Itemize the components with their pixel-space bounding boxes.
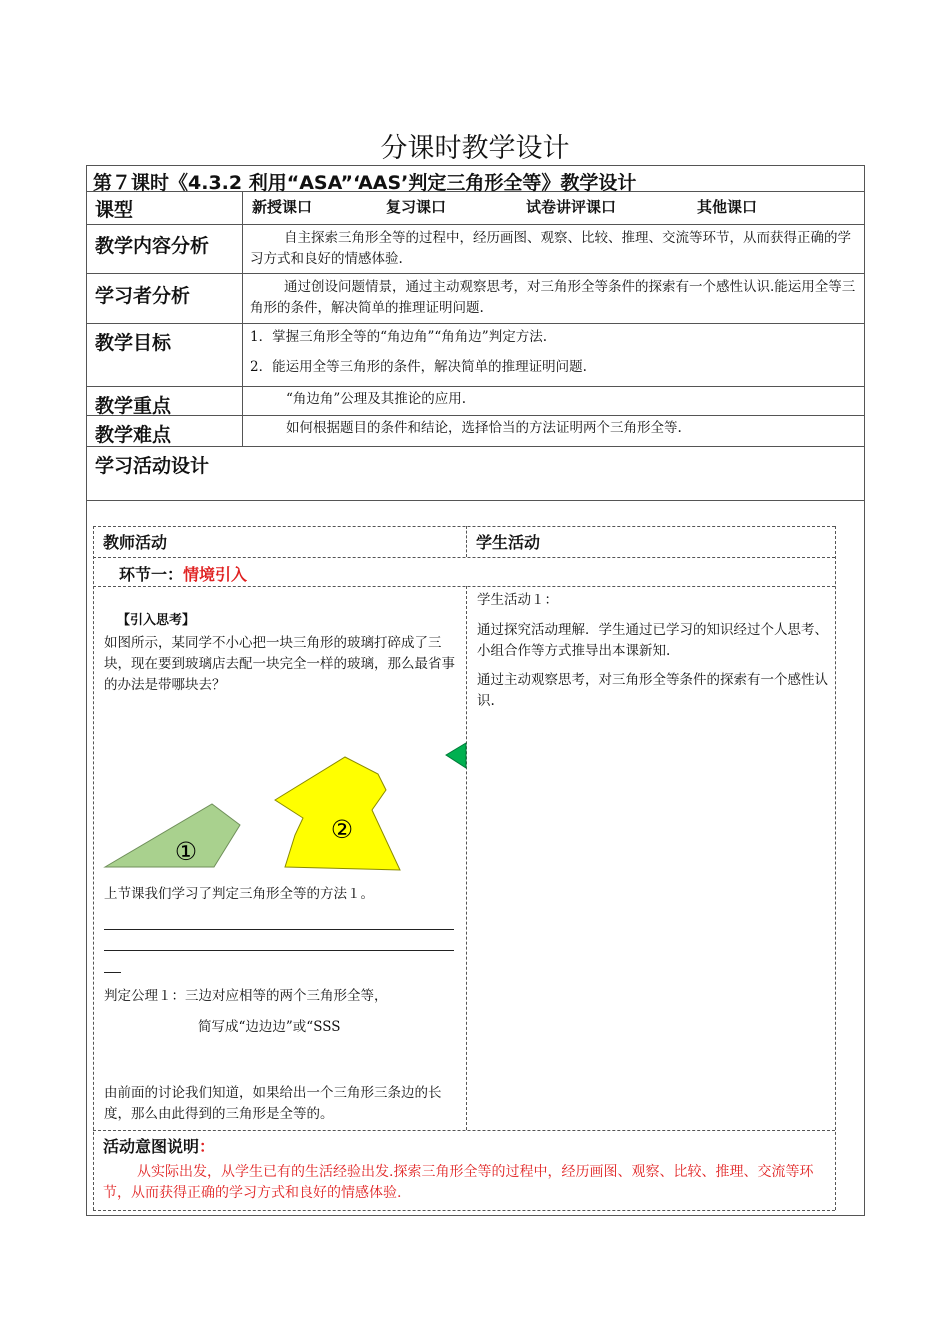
teacher-activity-header: 教师活动 bbox=[103, 533, 168, 552]
row-label-learner: 学习者分析 bbox=[95, 285, 191, 307]
piece-1-label: ① bbox=[174, 837, 198, 866]
option-other-lesson: 其他课口 bbox=[697, 198, 758, 216]
axiom-text: 判定公理１：三边对应相等的两个三角形全等， bbox=[104, 988, 388, 1004]
student-activity-paragraph-2: 通过主动观察思考，对三角形全等条件的探索有一个感性认识. bbox=[477, 672, 828, 709]
page-title: 分课时教学设计 bbox=[380, 133, 570, 164]
conclusion-text: 由前面的讨论我们知道，如果给出一个三角形三条边的长度，那么由此得到的三角形是全等的。 bbox=[104, 1085, 442, 1122]
glass-piece-1 bbox=[105, 804, 240, 867]
goal-item-2: 2．能运用全等三角形的条件，解决简单的推理证明问题. bbox=[250, 359, 587, 375]
row-label-content: 教学内容分析 bbox=[95, 235, 210, 257]
difficulties-text: 如何根据题目的条件和结论，选择恰当的方法证明两个三角形全等. bbox=[286, 420, 682, 436]
row-label-key-points: 教学重点 bbox=[95, 395, 172, 417]
intent-heading bbox=[103, 1134, 215, 1157]
broken-glass-figure bbox=[100, 740, 470, 875]
piece-2-label: ② bbox=[330, 815, 354, 844]
option-paper-review-lesson: 试卷讲评课口 bbox=[526, 198, 617, 216]
student-activity-header: 学生活动 bbox=[476, 533, 541, 552]
student-activity-title: 学生活动１： bbox=[477, 592, 558, 608]
glass-piece-3 bbox=[446, 743, 466, 768]
answer-blank-3 bbox=[104, 972, 121, 973]
option-new-lesson: 新授课口 bbox=[252, 198, 313, 216]
goal-item-1: 1．掌握三角形全等的“角边角”“角角边”判定方法. bbox=[250, 329, 547, 345]
learner-analysis-text: 通过创设问题情景，通过主动观察思考，对三角形全等条件的探索有一个感性认识.能运用全等三角形的条件，解决简单的推理证明问题. bbox=[250, 279, 856, 316]
lesson-title: 第７课时《4.3.2 利用“ASA”‘AAS’判定三角形全等》教学设计 bbox=[93, 172, 637, 194]
key-points-text: “角边角”公理及其推论的应用. bbox=[286, 391, 467, 407]
answer-blank-1 bbox=[104, 929, 454, 930]
row-label-activity-design: 学习活动设计 bbox=[95, 455, 210, 477]
intro-thinking-tag: 【引入思考】 bbox=[117, 613, 196, 628]
section-name: 情境引入 bbox=[183, 565, 248, 584]
abbreviation-text: 简写成“边边边”或“SSS bbox=[198, 1019, 341, 1035]
intent-label: 活动意图说明 bbox=[103, 1137, 200, 1156]
content-analysis-text: 自主探索三角形全等的过程中，经历画图、观察、比较、推理、交流等环节，从而获得正确的学习方式和良好的情感体验. bbox=[250, 230, 851, 267]
row-label-difficulties: 教学难点 bbox=[95, 424, 172, 446]
intent-text: 从实际出发，从学生已有的生活经验出发.探索三角形全等的过程中，经历画图、观察、比较、推理、交流等环节，从而获得正确的学习方式和良好的情感体验. bbox=[103, 1164, 814, 1201]
recall-text: 上节课我们学习了判定三角形全等的方法１。 bbox=[104, 886, 374, 902]
section-heading bbox=[119, 562, 247, 585]
intro-question: 如图所示，某同学不小心把一块三角形的玻璃打碎成了三块，现在要到玻璃店去配一块完全一样的玻璃，那么最省事的办法是带哪块去？ bbox=[104, 635, 455, 693]
option-review-lesson: 复习课口 bbox=[386, 198, 447, 216]
glass-piece-2 bbox=[275, 757, 400, 870]
row-label-type: 课型 bbox=[95, 199, 134, 221]
section-prefix: 环节一： bbox=[119, 565, 184, 584]
answer-blank-2 bbox=[104, 950, 454, 951]
intent-colon: ： bbox=[199, 1137, 216, 1156]
student-activity-paragraph-1: 通过探究活动理解．学生通过已学习的知识经过个人思考、小组合作等方式推导出本课新知. bbox=[477, 622, 828, 659]
row-label-goals: 教学目标 bbox=[95, 332, 172, 354]
